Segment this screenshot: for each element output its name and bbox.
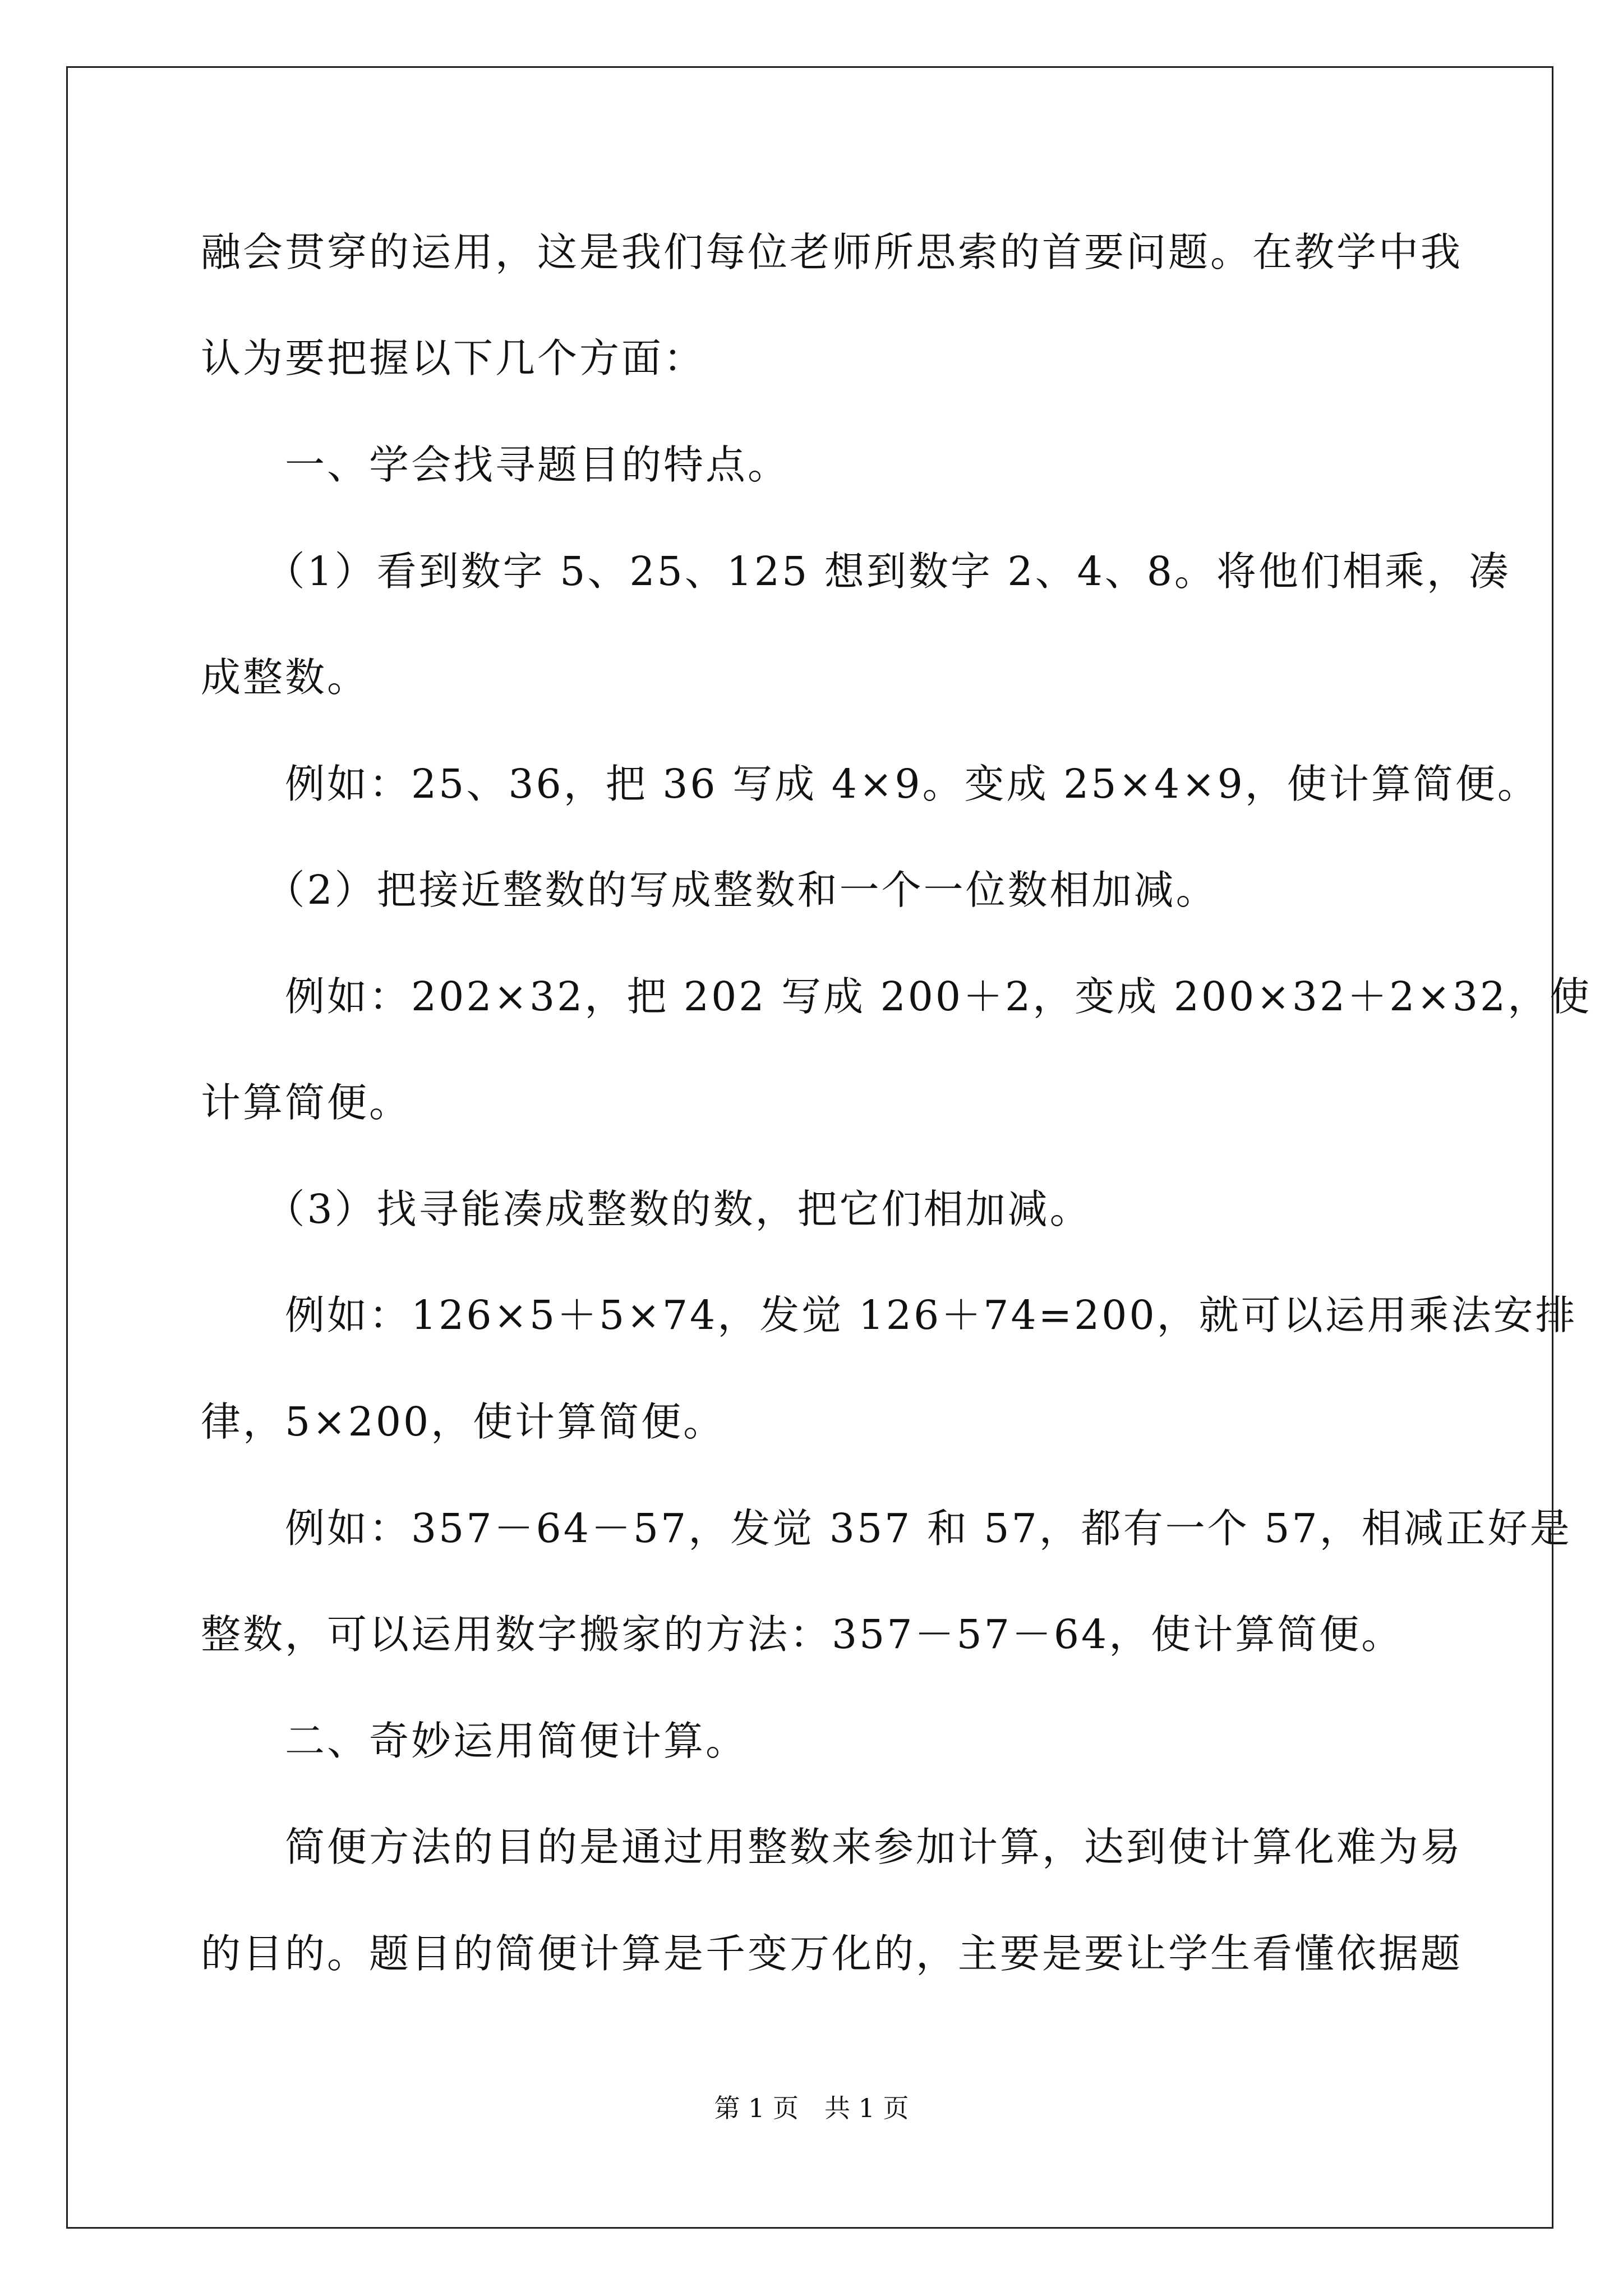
text-line: 二、奇妙运用简便计算。 [201, 1718, 748, 1764]
text-line: （1）看到数字 5、25、125 想到数字 2、4、8。将他们相乘，凑 [201, 548, 1511, 595]
text-line: 的目的。题目的简便计算是千变万化的，主要是要让学生看懂依据题 [201, 1930, 1463, 1977]
text-line: 律，5×200，使计算简便。 [201, 1398, 726, 1445]
text-line: 简便方法的目的是通过用整数来参加计算，达到使计算化难为易 [201, 1824, 1463, 1870]
text-line: 认为要把握以下几个方面： [201, 335, 706, 381]
text-line: 成整数。 [201, 654, 370, 701]
page-border [66, 66, 1553, 2229]
text-line: 一、学会找寻题目的特点。 [201, 441, 790, 488]
text-line: 融会贯穿的运用，这是我们每位老师所思索的首要问题。在教学中我 [201, 229, 1463, 275]
text-line: （2）把接近整数的写成整数和一个一位数相加减。 [201, 867, 1218, 913]
page-footer: 第 1 页 共 1 页 [714, 2093, 909, 2123]
text-line: 例如：25、36，把 36 写成 4×9。变成 25×4×9，使计算简便。 [201, 761, 1539, 807]
text-line: 整数，可以运用数字搬家的方法：357－57－64，使计算简便。 [201, 1611, 1404, 1658]
text-line: 例如：126×5＋5×74，发觉 126＋74=200，就可以运用乘法安排 [201, 1292, 1578, 1338]
text-line: 例如：202×32，把 202 写成 200＋2，变成 200×32＋2×32，使 [201, 973, 1592, 1020]
text-line: 例如：357－64－57，发觉 357 和 57，都有一个 57，相减正好是 [201, 1505, 1572, 1552]
text-line: （3）找寻能凑成整数的数，把它们相加减。 [201, 1186, 1092, 1232]
text-line: 计算简便。 [201, 1079, 412, 1126]
